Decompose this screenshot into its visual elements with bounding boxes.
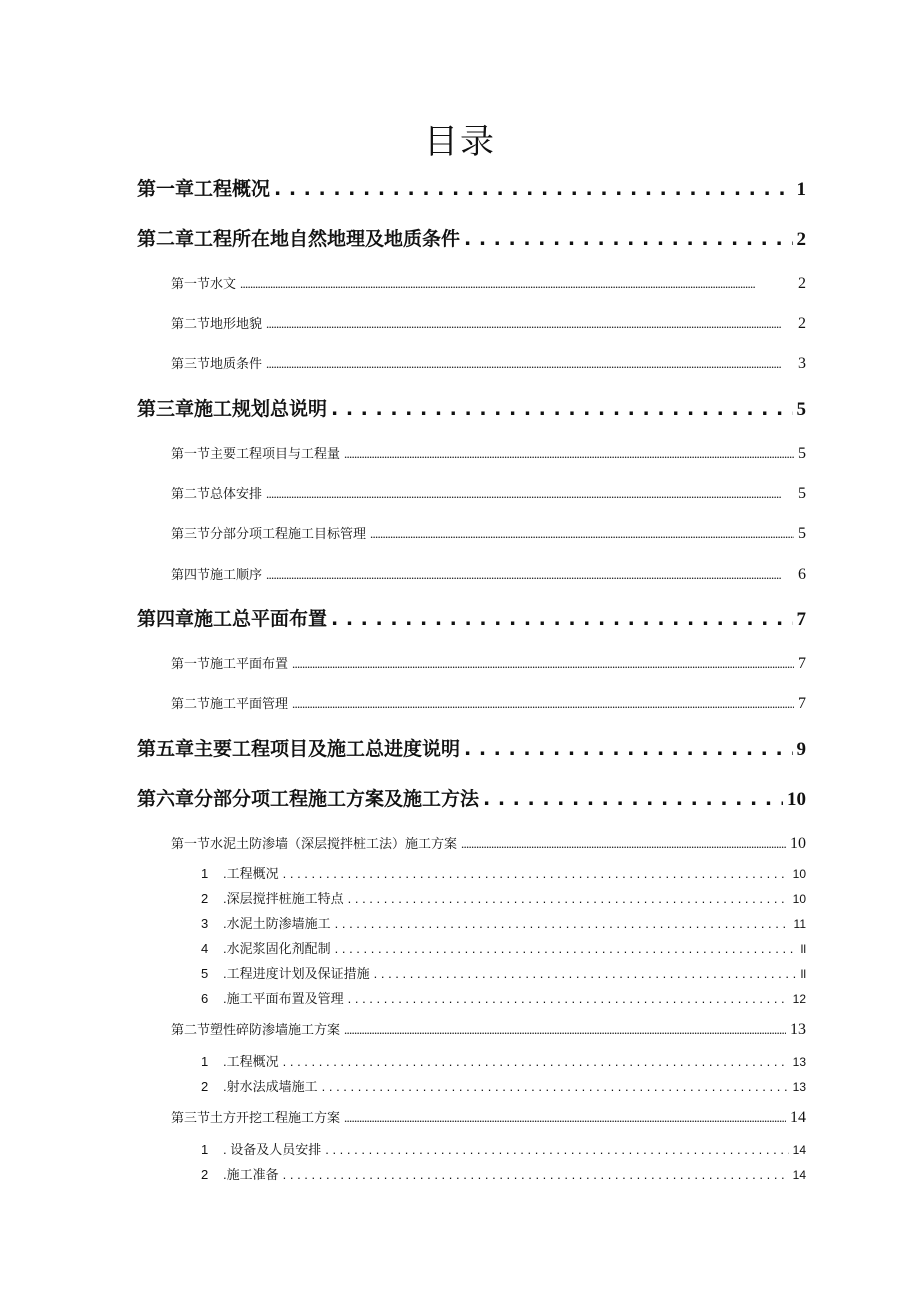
toc-chapter-4[interactable] [137, 604, 806, 634]
toc-page-number: 14 [790, 1109, 806, 1126]
toc-section[interactable] [171, 273, 806, 295]
toc-entry-title: 第一节水泥土防渗墙（深层搅拌桩工法）施工方案 [171, 837, 458, 852]
toc-subitem[interactable] [201, 989, 806, 1009]
toc-entry-title: . 设备及人员安排 [223, 1142, 322, 1157]
toc-item-number: 1 [201, 1054, 209, 1069]
toc-item-number: 6 [201, 991, 209, 1006]
toc-section[interactable] [171, 693, 806, 715]
toc-item-number: 1 [201, 1142, 209, 1157]
dot-leader [464, 734, 792, 764]
toc-subitem[interactable] [201, 1052, 806, 1072]
toc-entry-title: .施工准备 [223, 1167, 279, 1182]
dot-leader [344, 1107, 786, 1129]
toc-page-number: 12 [792, 992, 806, 1006]
toc-entry-title: 第二节总体安排 [171, 487, 263, 502]
dot-leader [266, 564, 794, 586]
toc-page-number: 10 [792, 892, 806, 906]
toc-subitem[interactable] [201, 914, 806, 934]
toc-entry-title: 第四节施工顺序 [171, 568, 263, 583]
toc-page-number: ll [800, 967, 806, 981]
toc-page-number: 2 [796, 229, 806, 250]
toc-subitem[interactable] [201, 864, 806, 884]
toc-page-number: 7 [798, 695, 806, 712]
toc-section[interactable] [171, 653, 806, 675]
toc-page-number: 10 [790, 835, 806, 852]
dot-leader [348, 989, 789, 1009]
toc-entry-title: .射水法成墙施工 [223, 1079, 318, 1094]
dot-leader [335, 939, 797, 959]
toc-section[interactable] [171, 564, 806, 586]
dot-leader [335, 914, 790, 934]
toc-section[interactable] [171, 313, 806, 335]
dot-leader [331, 394, 792, 424]
toc-subitem[interactable] [201, 1165, 806, 1185]
dot-leader [266, 483, 794, 505]
toc-item-number: 3 [201, 916, 209, 931]
toc-page-number: 1 [796, 179, 806, 200]
toc-entry-title: 第二节施工平面管理 [171, 697, 289, 712]
toc-entry-title: 第一节水文 [171, 277, 237, 292]
dot-leader [344, 1019, 786, 1041]
dot-leader [240, 273, 794, 295]
dot-leader [325, 1140, 788, 1160]
toc-item-number: 2 [201, 1079, 209, 1094]
toc-page-number: 10 [787, 789, 806, 810]
dot-leader [322, 1077, 789, 1097]
toc-page-number: 5 [798, 525, 806, 542]
toc-entry-title: 第二章工程所在地自然地理及地质条件 [137, 228, 461, 250]
toc-page-number: 2 [798, 315, 806, 332]
toc-page-number: 2 [798, 275, 806, 292]
toc-section[interactable] [171, 1107, 806, 1129]
toc-page-number: 7 [798, 655, 806, 672]
toc-entry-title: .水泥土防渗墙施工 [223, 916, 331, 931]
page-title: 目录 [424, 122, 496, 162]
dot-leader [274, 174, 792, 204]
toc-page-number: 9 [796, 739, 806, 760]
dot-leader [464, 224, 792, 254]
toc-entry-title: 第四章施工总平面布置 [137, 608, 328, 630]
toc-entry-title: .工程概况 [223, 1054, 279, 1069]
toc-entry-title: 第五章主要工程项目及施工总进度说明 [137, 738, 461, 760]
toc-subitem[interactable] [201, 964, 806, 984]
dot-leader [348, 889, 789, 909]
toc-entry-title: 第一节主要工程项目与工程量 [171, 447, 341, 462]
dot-leader [283, 864, 789, 884]
toc-chapter-5[interactable] [137, 734, 806, 764]
toc-page-number: 13 [792, 1055, 806, 1069]
dot-leader [266, 353, 794, 375]
toc-page-number: 14 [792, 1143, 806, 1157]
toc-entry-title: 第三节地质条件 [171, 357, 263, 372]
toc-entry-title: 第二节塑性碎防渗墙施工方案 [171, 1023, 341, 1038]
toc-section[interactable] [171, 523, 806, 545]
toc-subitem[interactable] [201, 889, 806, 909]
toc-subitem[interactable] [201, 1077, 806, 1097]
dot-leader [370, 523, 794, 545]
toc-page-number: 5 [798, 445, 806, 462]
toc-section[interactable] [171, 353, 806, 375]
dot-leader [283, 1165, 789, 1185]
toc-item-number: 2 [201, 1167, 209, 1182]
toc-page-number: 13 [790, 1021, 806, 1038]
toc-item-number: 2 [201, 891, 209, 906]
dot-leader [461, 833, 786, 855]
toc-page-number: 7 [796, 609, 806, 630]
dot-leader [292, 693, 794, 715]
toc-entry-title: 第六章分部分项工程施工方案及施工方法 [137, 788, 480, 810]
toc-subitem[interactable] [201, 1140, 806, 1160]
toc-entry-title: 第三章施工规划总说明 [137, 398, 328, 420]
dot-leader [331, 604, 792, 634]
toc-entry-title: .工程进度计划及保证措施 [223, 966, 370, 981]
dot-leader [374, 964, 797, 984]
dot-leader [266, 313, 794, 335]
toc-entry-title: 第一节施工平面布置 [171, 657, 289, 672]
toc-section[interactable] [171, 833, 806, 855]
toc-entry-title: .施工平面布置及管理 [223, 991, 344, 1006]
toc-page-number: 11 [793, 917, 806, 931]
dot-leader [292, 653, 794, 675]
toc-page-number: ll [800, 942, 806, 956]
toc-section[interactable] [171, 443, 806, 465]
toc-chapter-2[interactable] [137, 224, 806, 254]
toc-entry-title: 第三节分部分项工程施工目标管理 [171, 527, 367, 542]
toc-chapter-3[interactable] [137, 394, 806, 424]
toc-page-number: 5 [796, 399, 806, 420]
toc-subitem[interactable] [201, 939, 806, 959]
toc-page-number: 14 [792, 1168, 806, 1182]
toc-item-number: 4 [201, 941, 209, 956]
toc-chapter-1[interactable] [137, 174, 806, 204]
toc-page-number: 5 [798, 485, 806, 502]
toc-page-number: 6 [798, 566, 806, 583]
dot-leader [344, 443, 794, 465]
toc-section[interactable] [171, 483, 806, 505]
toc-chapter-6[interactable] [137, 784, 806, 814]
toc-entry-title: .工程概况 [223, 866, 279, 881]
toc-page-number: 3 [798, 355, 806, 372]
dot-leader [483, 784, 783, 814]
toc-section[interactable] [171, 1019, 806, 1041]
toc-item-number: 1 [201, 866, 209, 881]
toc-item-number: 5 [201, 966, 209, 981]
toc-entry-title: 第一章工程概况 [137, 178, 271, 200]
toc-entry-title: .深层搅拌桩施工特点 [223, 891, 344, 906]
dot-leader [283, 1052, 789, 1072]
toc-page-number: 10 [792, 867, 806, 881]
toc-entry-title: 第二节地形地貌 [171, 317, 263, 332]
toc-page-number: 13 [792, 1080, 806, 1094]
toc-entry-title: 第三节土方开挖工程施工方案 [171, 1111, 341, 1126]
toc-entry-title: .水泥浆固化剂配制 [223, 941, 331, 956]
